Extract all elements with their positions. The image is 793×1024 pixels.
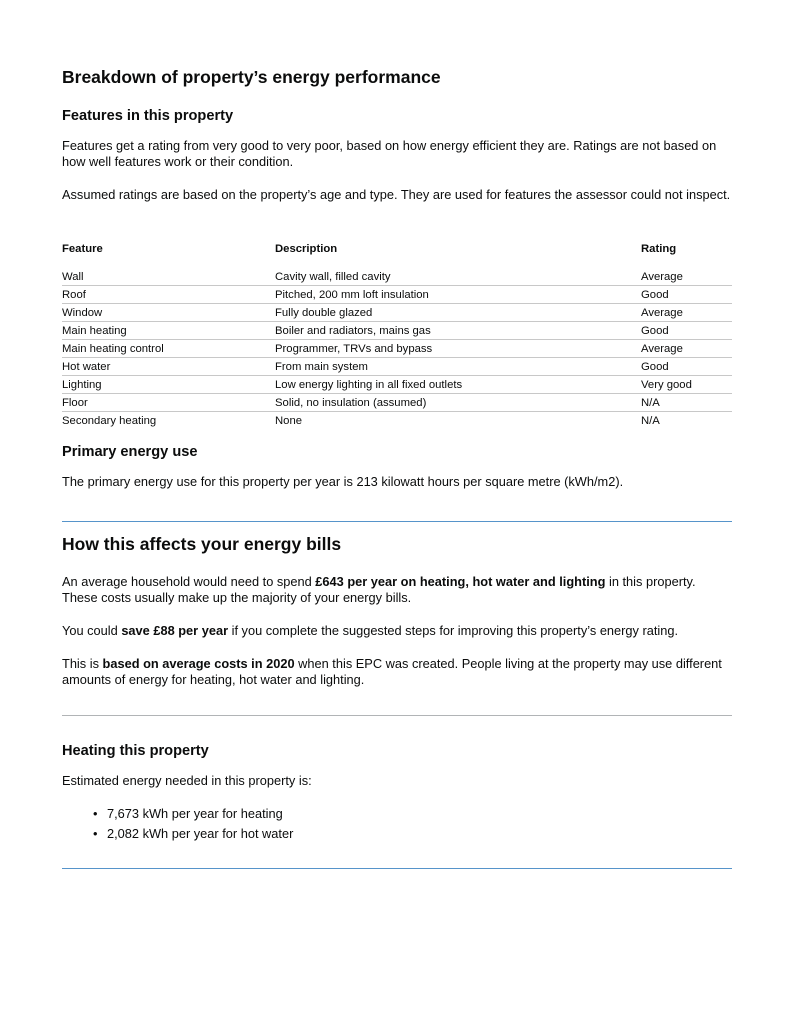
section-divider [62, 521, 732, 522]
description-cell: Pitched, 200 mm loft insulation [275, 286, 641, 304]
feature-cell: Window [62, 304, 275, 322]
description-cell: Boiler and radiators, mains gas [275, 322, 641, 340]
table-row [62, 286, 732, 304]
feature-cell: Roof [62, 286, 275, 304]
heating-title: Heating this property [62, 743, 209, 759]
bullet-icon: • [93, 826, 98, 841]
description-cell: From main system [275, 358, 641, 376]
table-row [62, 412, 732, 430]
table-row [62, 263, 732, 286]
feature-cell: Lighting [62, 376, 275, 394]
bills-cost-basis-pre: This is [62, 656, 103, 671]
table-row [62, 394, 732, 412]
header-description: Description [275, 243, 338, 255]
description-cell: Solid, no insulation (assumed) [275, 394, 641, 412]
rating-cell: Good [641, 358, 732, 376]
feature-cell: Wall [62, 263, 275, 286]
list-item-text: 2,082 kWh per year for hot water [107, 826, 294, 841]
heating-intro: Estimated energy needed in this property is: [62, 773, 312, 788]
primary-energy-text: The primary energy use for this property per year is 213 kilowatt hours per square metre (kWh/m2). [62, 474, 624, 489]
bills-title: How this affects your energy bills [62, 534, 342, 554]
list-item-text: 7,673 kWh per year for heating [107, 806, 283, 821]
bills-savings-pre: You could [62, 623, 122, 638]
rating-cell: Average [641, 340, 732, 358]
feature-cell: Main heating control [62, 340, 275, 358]
bills-average-spend-amount: £643 per year on heating, hot water and lighting [315, 574, 606, 589]
bills-average-spend-pre: An average household would need to spend [62, 574, 316, 589]
feature-cell: Hot water [62, 358, 275, 376]
bills-average-spend [62, 574, 732, 606]
features-intro: Features get a rating from very good to very poor, based on how energy efficient they are. Ratings are not based on how well features work or their condition. [62, 138, 717, 169]
features-heading: Features in this property [62, 108, 234, 124]
rating-cell: N/A [641, 414, 660, 427]
bills-savings-post: if you complete the suggested steps for improving this property’s energy rating. [228, 623, 679, 638]
breakdown-title: Breakdown of property’s energy performance [62, 67, 441, 87]
features-table [62, 243, 732, 429]
primary-energy-heading: Primary energy use [62, 444, 198, 460]
description-cell: Fully double glazed [275, 304, 641, 322]
table-row [62, 340, 732, 358]
heating-energy-list [62, 805, 293, 845]
table-row [62, 322, 732, 340]
rating-cell: Good [641, 322, 732, 340]
feature-cell: Secondary heating [62, 414, 157, 427]
bills-cost-basis [62, 656, 732, 688]
feature-cell: Main heating [62, 322, 275, 340]
header-feature: Feature [62, 243, 103, 255]
bullet-icon: • [93, 806, 98, 821]
bills-savings-amount: save £88 per year [121, 623, 229, 638]
rating-cell: Average [641, 304, 732, 322]
description-cell: Programmer, TRVs and bypass [275, 340, 641, 358]
assumed-ratings-note: Assumed ratings are based on the property’s age and type. They are used for features the assessor could not inspect. [62, 187, 731, 202]
bills-cost-basis-bold: based on average costs in 2020 [102, 656, 295, 671]
table-row [62, 304, 732, 322]
rating-cell: Average [641, 263, 732, 286]
description-cell: None [275, 414, 303, 427]
bills-cost-basis-post: when this EPC was created. People living at the property may use different amounts of energy for heating, hot water and lighting. [62, 656, 722, 687]
section-divider [62, 868, 732, 869]
table-row [62, 376, 732, 394]
table-row [62, 358, 732, 376]
bills-savings [62, 623, 732, 639]
bills-average-spend-post: in this property. These costs usually make up the majority of your energy bills. [62, 574, 696, 605]
rating-cell: Very good [641, 376, 732, 394]
list-item [93, 825, 294, 845]
list-item [93, 805, 293, 825]
table-header-row [62, 243, 732, 263]
rating-cell: N/A [641, 394, 732, 412]
section-divider [62, 715, 732, 716]
feature-cell: Floor [62, 394, 275, 412]
description-cell: Low energy lighting in all fixed outlets [275, 376, 641, 394]
rating-cell: Good [641, 286, 732, 304]
description-cell: Cavity wall, filled cavity [275, 263, 641, 286]
header-rating: Rating [641, 243, 677, 255]
